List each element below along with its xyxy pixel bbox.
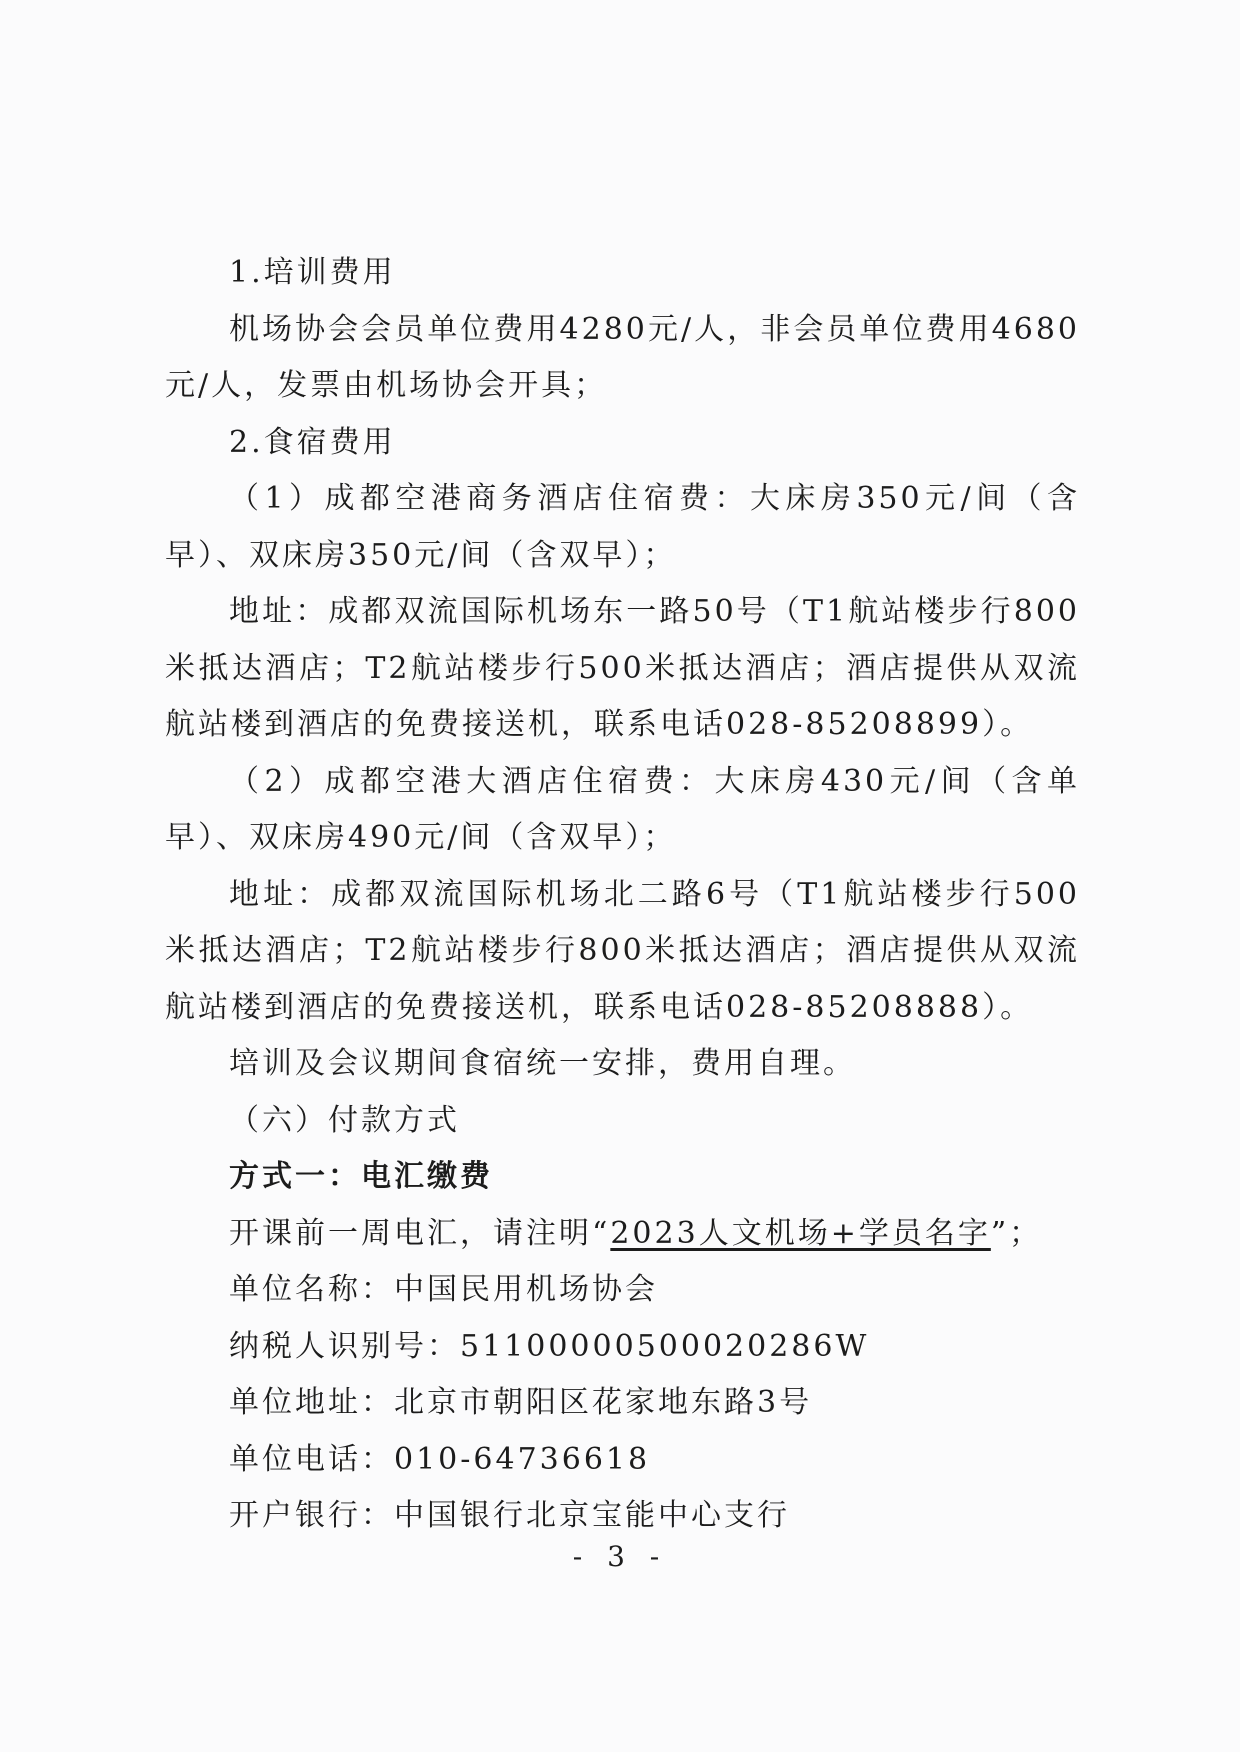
document-body bbox=[165, 245, 1080, 1545]
meals-note: 培训及会议期间食宿统一安排，费用自理。 bbox=[229, 1046, 856, 1081]
wire-note-prefix: 开课前一周电汇，请注明“ bbox=[229, 1215, 611, 1251]
org-name: 单位名称：中国民用机场协会 bbox=[229, 1272, 658, 1307]
wire-note bbox=[165, 1206, 1080, 1263]
lodging-fee-heading: 2.食宿费用 bbox=[229, 424, 396, 460]
hotel1-price: （1）成都空港商务酒店住宿费：大床房350元/间（含早）、双床房350元/间（含双早）； bbox=[165, 481, 1080, 573]
page-number: - 3 - bbox=[572, 1540, 668, 1573]
hotel2-address: 地址：成都双流国际机场北二路6号（T1航站楼步行500米抵达酒店；T2航站楼步行800米抵达酒店；酒店提供从双流航站楼到酒店的免费接送机，联系电话028-85208888）。 bbox=[165, 876, 1080, 1025]
tax-id: 纳税人识别号：51100000500020286W bbox=[229, 1328, 870, 1364]
method1-heading: 方式一：电汇缴费 bbox=[229, 1159, 493, 1194]
bank: 开户银行：中国银行北京宝能中心支行 bbox=[229, 1498, 790, 1533]
org-address: 单位地址：北京市朝阳区花家地东路3号 bbox=[229, 1385, 813, 1420]
hotel2-price: （2）成都空港大酒店住宿费：大床房430元/间（含单早）、双床房490元/间（含双早）； bbox=[165, 763, 1080, 855]
wire-note-suffix: ”； bbox=[990, 1215, 1043, 1251]
training-fee-text: 机场协会会员单位费用4280元/人，非会员单位费用4680元/人，发票由机场协会开具； bbox=[165, 311, 1080, 403]
wire-note-remark: 2023人文机场+学员名字 bbox=[610, 1215, 991, 1251]
payment-heading: （六）付款方式 bbox=[229, 1102, 460, 1138]
hotel1-address: 地址：成都双流国际机场东一路50号（T1航站楼步行800米抵达酒店；T2航站楼步行500米抵达酒店；酒店提供从双流航站楼到酒店的免费接送机，联系电话028-85208899）。 bbox=[165, 594, 1080, 742]
org-phone: 单位电话：010-64736618 bbox=[229, 1441, 651, 1477]
training-fee-heading: 1.培训费用 bbox=[229, 255, 396, 290]
